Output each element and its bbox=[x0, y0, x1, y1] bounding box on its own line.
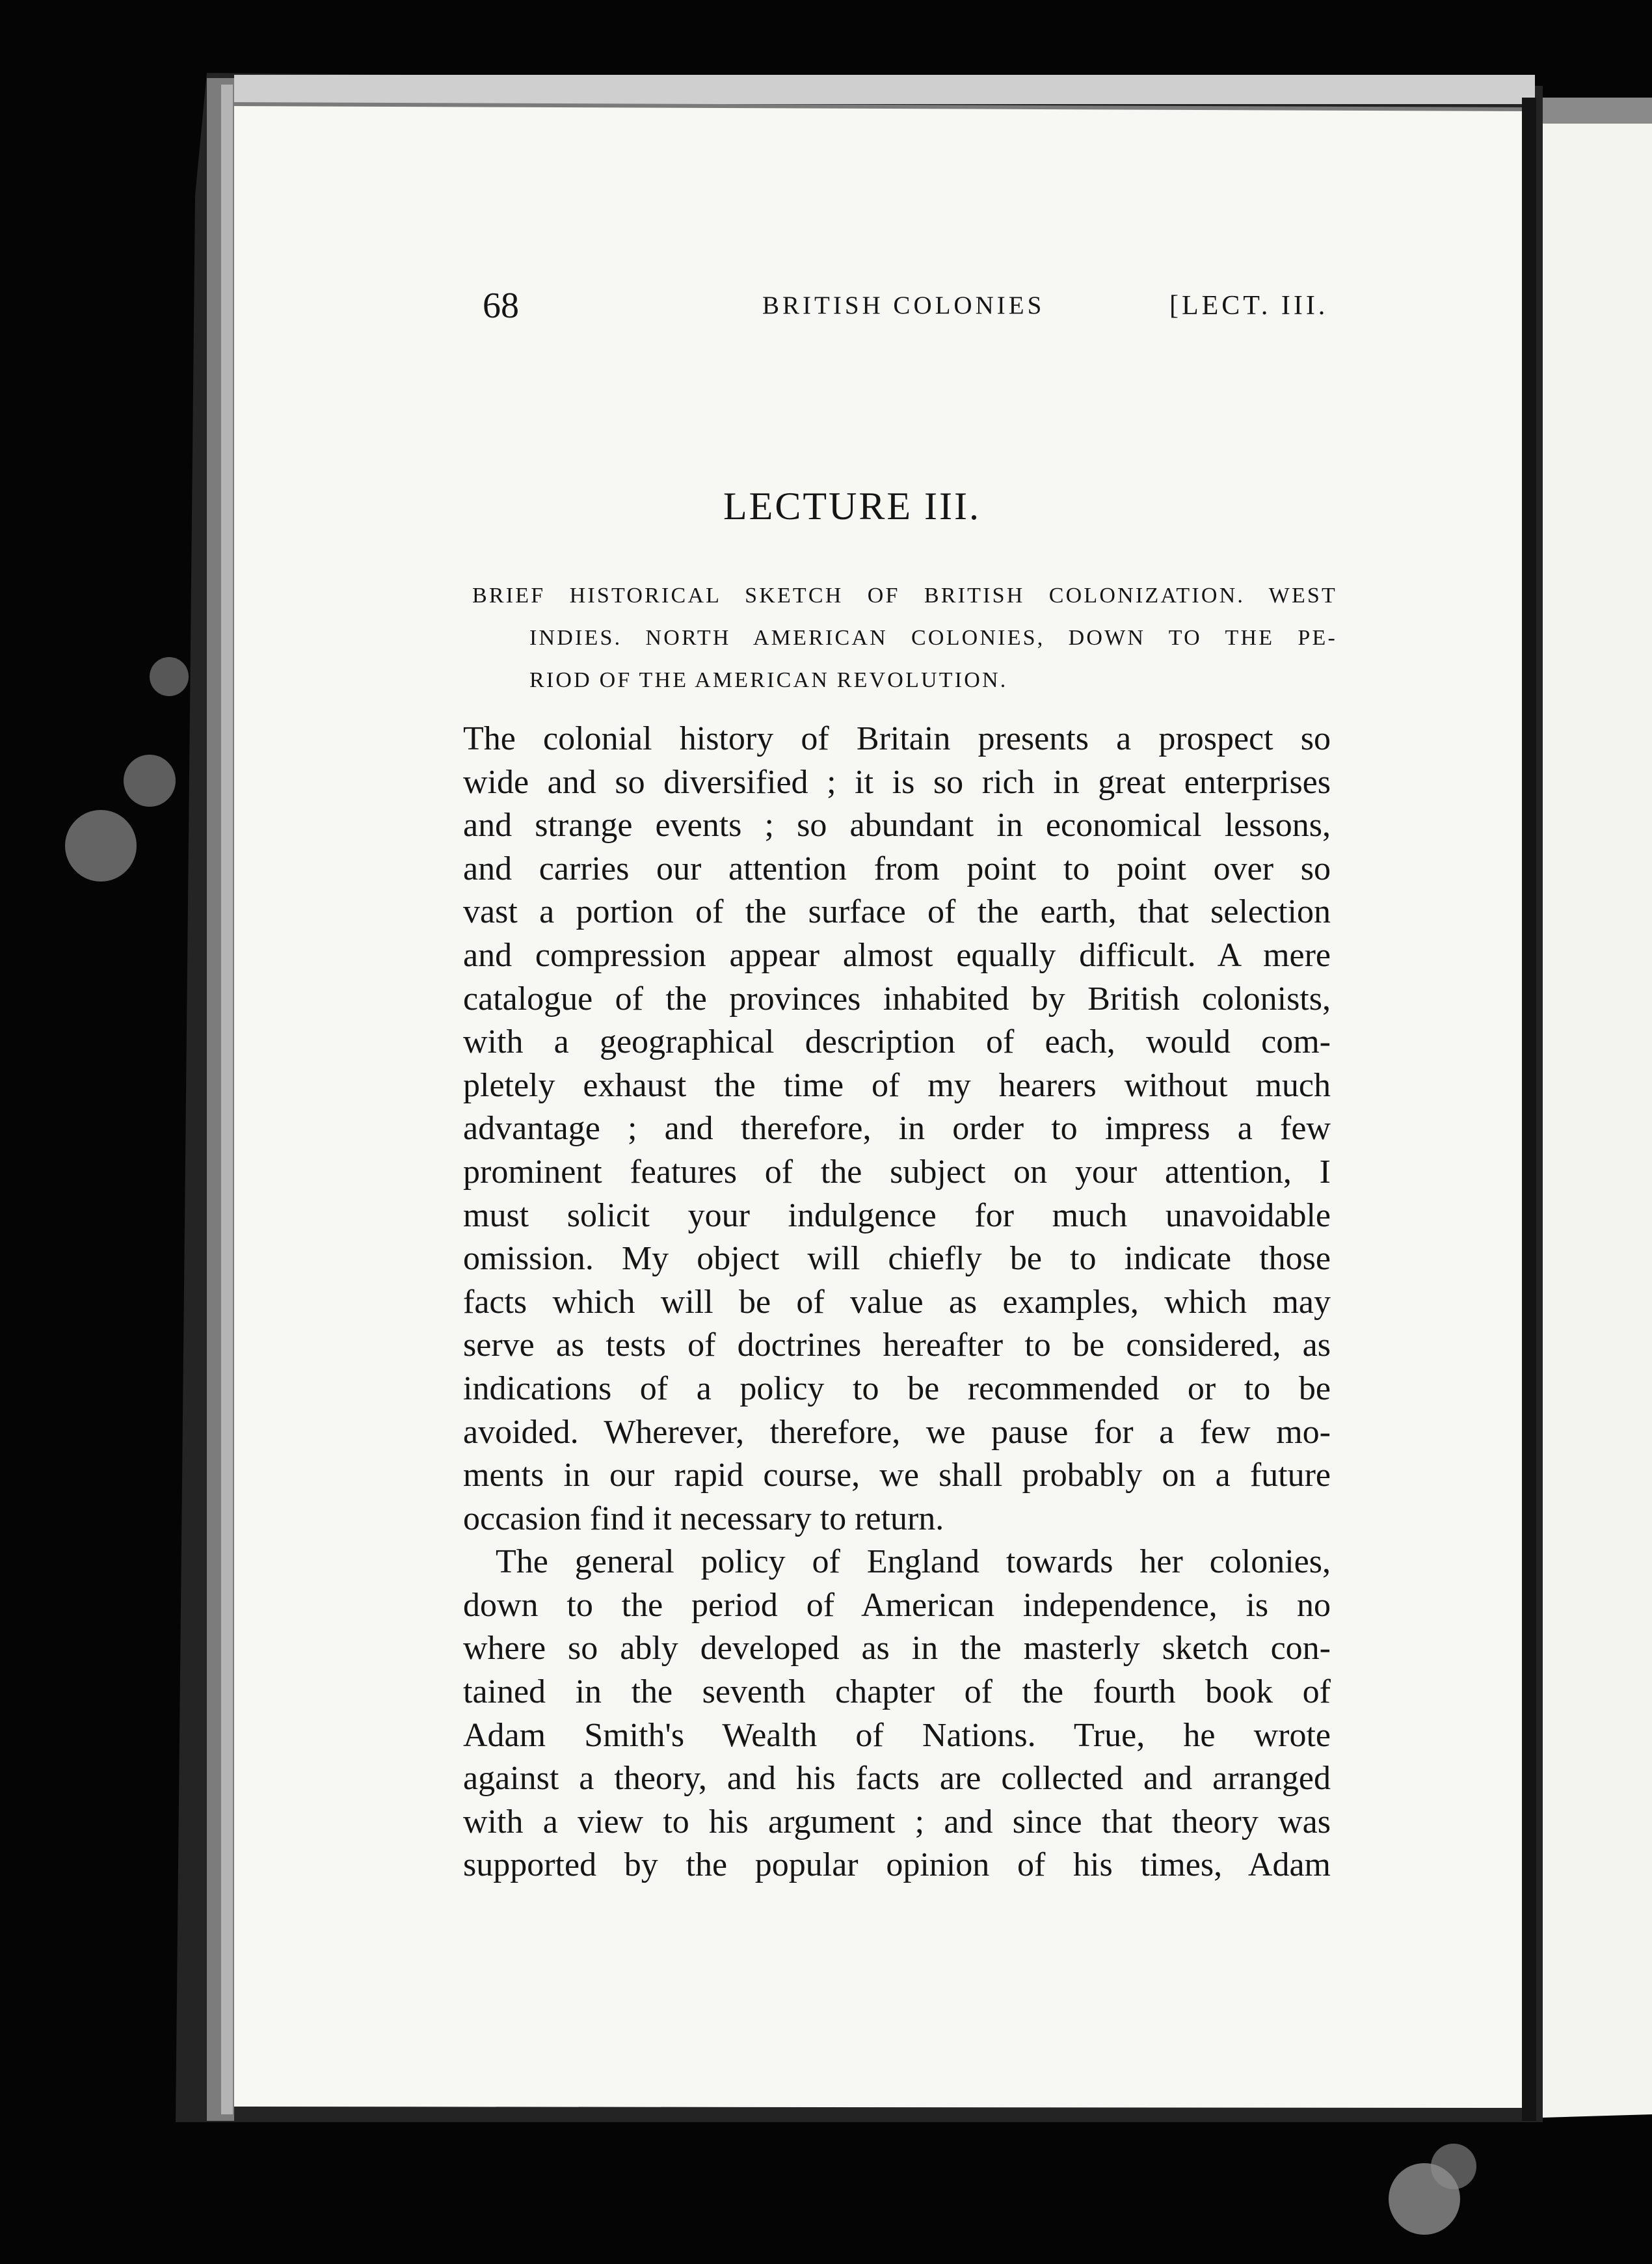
text-line: prominent features of the subject on your attention, I bbox=[463, 1153, 1331, 1191]
lecture-summary bbox=[472, 574, 1337, 701]
text-line: indications of a policy to be recommended or to be bbox=[463, 1369, 1331, 1407]
body-text bbox=[463, 718, 1331, 1887]
text-line: avoided. Wherever, therefore, we pause for a few mo- bbox=[463, 1413, 1331, 1451]
lecture-reference: [LECT. III. bbox=[1169, 291, 1329, 321]
text-line: pletely exhaust the time of my hearers without much bbox=[463, 1066, 1331, 1104]
text-line: ments in our rapid course, we shall probably on a future bbox=[463, 1457, 1331, 1494]
text-line: Adam Smith's Wealth of Nations. True, he wrote bbox=[463, 1716, 1331, 1754]
text-line: The general policy of England towards her colonies, bbox=[496, 1543, 1331, 1581]
text-line: occasion find it necessary to return. bbox=[463, 1500, 944, 1537]
text-line: catalogue of the provinces inhabited by British colonists, bbox=[463, 980, 1331, 1017]
text-line: serve as tests of doctrines hereafter to be considered, as bbox=[463, 1327, 1331, 1364]
text-line: against a theory, and his facts are collected and arranged bbox=[463, 1760, 1331, 1798]
text-line: down to the period of American independence, is no bbox=[463, 1586, 1331, 1624]
text-line: advantage ; and therefore, in order to impress a few bbox=[463, 1110, 1331, 1148]
text-line: where so ably developed as in the masterly sketch con- bbox=[463, 1630, 1331, 1667]
text-line: omission. My object will chiefly be to indicate those bbox=[463, 1240, 1331, 1278]
text-line: supported by the popular opinion of his times, Adam bbox=[463, 1846, 1331, 1884]
text-line: with a geographical description of each, would com- bbox=[463, 1023, 1331, 1061]
text-line: with a view to his argument ; and since that theory was bbox=[463, 1803, 1331, 1840]
summary-line: BRIEF HISTORICAL SKETCH OF BRITISH COLONIZATION. WEST bbox=[472, 584, 1337, 608]
summary-line: INDIES. NORTH AMERICAN COLONIES, DOWN TO THE PE- bbox=[529, 626, 1337, 650]
running-title: BRITISH COLONIES bbox=[762, 291, 1045, 319]
text-line: vast a portion of the surface of the earth, that selection bbox=[463, 893, 1331, 931]
text-line: tained in the seventh chapter of the fourth book of bbox=[463, 1673, 1331, 1711]
summary-line: RIOD OF THE AMERICAN REVOLUTION. bbox=[529, 668, 1008, 692]
page-number: 68 bbox=[483, 286, 519, 326]
lecture-heading: LECTURE III. bbox=[723, 485, 981, 528]
text-line: and compression appear almost equally difficult. A mere bbox=[463, 936, 1331, 974]
text-line: and carries our attention from point to point over so bbox=[463, 850, 1331, 887]
text-line: must solicit your indulgence for much unavoidable bbox=[463, 1196, 1331, 1234]
text-line: facts which will be of value as examples, which may bbox=[463, 1283, 1331, 1321]
text-line: The colonial history of Britain presents a prospect so bbox=[463, 720, 1331, 757]
text-line: and strange events ; so abundant in economical lessons, bbox=[463, 807, 1331, 844]
text-line: wide and so diversified ; it is so rich in great enterprises bbox=[463, 763, 1331, 801]
